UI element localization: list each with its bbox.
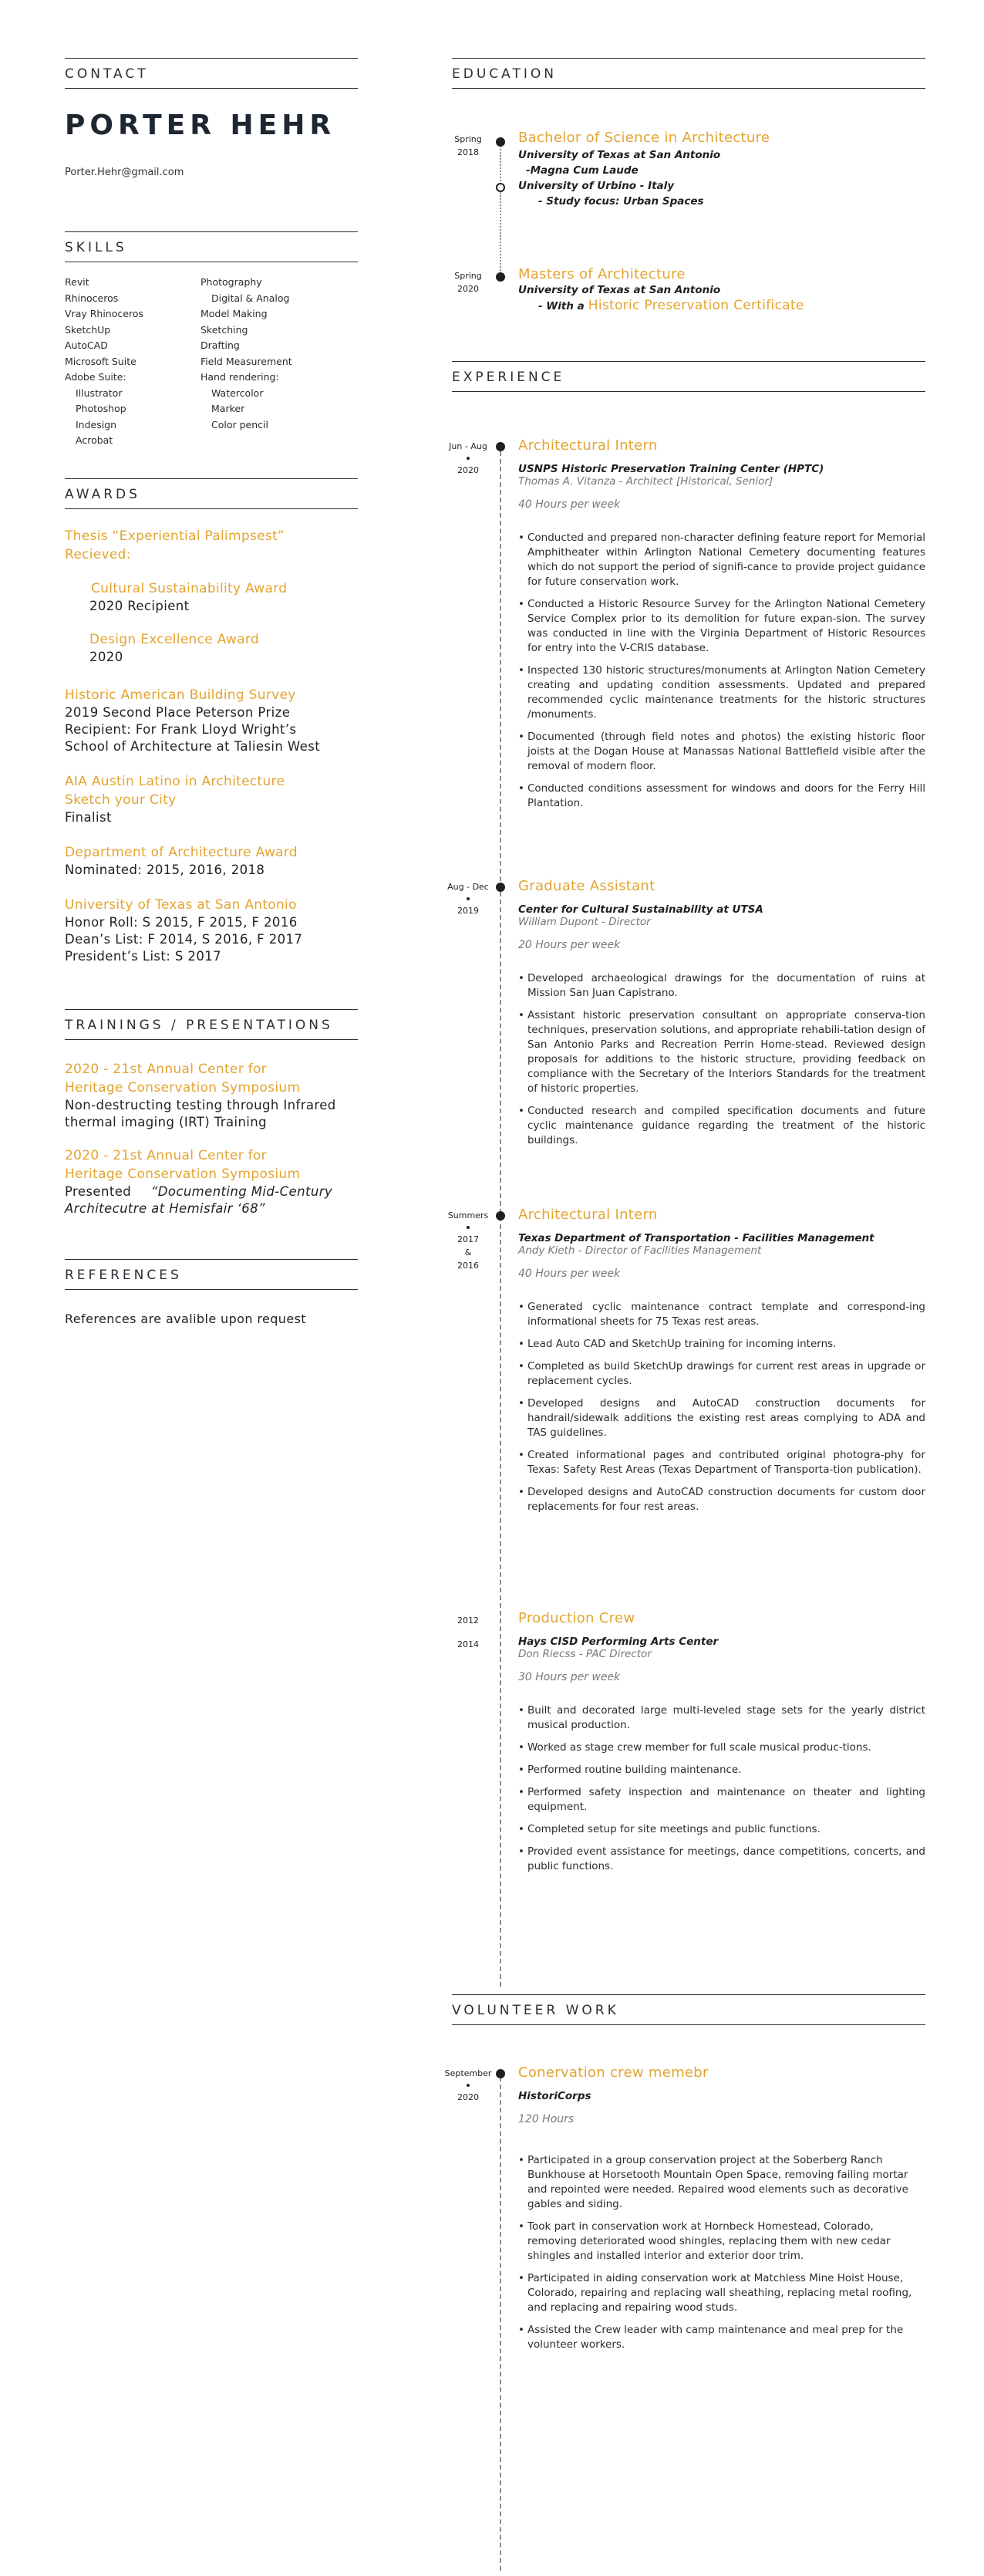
- edu-2-date: Spring 2020: [454, 271, 482, 294]
- job-org: Hays CISD Performing Arts Center: [518, 1636, 719, 1648]
- timeline-dot: [496, 2069, 505, 2078]
- skill-item: Sketching: [201, 323, 248, 336]
- skills-heading: SKILLS: [65, 231, 358, 262]
- edu-1-date: Spring 2018: [454, 134, 482, 157]
- edu-1-focus: - Study focus: Urban Spaces: [538, 195, 704, 208]
- skill-item: Microsoft Suite: [65, 355, 136, 367]
- volunteer-bullet: • Assisted the Crew leader with camp maintenance and meal prep for the volunteer workers.: [518, 2323, 925, 2352]
- volunteer-bullet: • Took part in conservation work at Hornbeck Homestead, Colorado, removing deteriorated wood shingles, replacing them with new cedar shingles and installed interior and exterior door trim.: [518, 2220, 925, 2264]
- education-heading: EDUCATION: [452, 58, 925, 89]
- job-hours: 40 Hours per week: [518, 1268, 621, 1280]
- edu-2-degree: Masters of Architecture: [518, 266, 686, 282]
- references-text: References are avalible upon request: [65, 1312, 306, 1326]
- trainings-heading: TRAININGS / PRESENTATIONS: [65, 1009, 358, 1040]
- job-4: [518, 1610, 925, 1874]
- job-hours: 30 Hours per week: [518, 1671, 621, 1683]
- timeline-dot-open: [496, 183, 505, 192]
- award-habs-line: School of Architecture at Taliesin West: [65, 739, 321, 754]
- training-2-title: 2020 - 21st Annual Center for: [65, 1148, 267, 1163]
- job-title: Production Crew: [518, 1610, 635, 1626]
- volunteer-timeline-line: [500, 2077, 501, 2571]
- job-org: Center for Cultural Sustainability at UTSA: [518, 903, 763, 916]
- job-3: [518, 1207, 925, 1514]
- volunteer-bullet: • Participated in aiding conservation work at Matchless Mine Hoist House, Colorado, repairing and replacing wall sheathing, replacing metal roofing, and replacing and repairing wood studs.: [518, 2271, 925, 2315]
- award-design-sub: 2020: [89, 650, 123, 664]
- skill-item: Rhinoceros: [65, 292, 119, 304]
- job-bullet: • Provided event assistance for meetings, dance competitions, concerts, and public functions.: [518, 1845, 925, 1874]
- experience-heading: EXPERIENCE: [452, 361, 925, 392]
- volunteer-bullet: • Participated in a group conservation project at the Soberberg Ranch Bunkhouse at Horsetooth Mountain Open Space, removing failing mortar and repointed were needed. Repaired wood elements such as decorative gables and siding.: [518, 2153, 925, 2212]
- award-utsa-title: University of Texas at San Antonio: [65, 897, 297, 913]
- job-hours: 20 Hours per week: [518, 939, 621, 951]
- job-title: Graduate Assistant: [518, 878, 655, 894]
- award-thesis-received: Recieved:: [65, 547, 131, 562]
- job-supervisor: Don Riecss - PAC Director: [518, 1648, 652, 1660]
- skill-item: Model Making: [201, 308, 268, 319]
- date-separator-dot: [467, 2084, 470, 2087]
- job-bullets: [518, 971, 925, 1148]
- job-bullet: • Developed designs and AutoCAD construction documents for custom door replacements for four rest areas.: [518, 1485, 925, 1514]
- award-aia-sub: Finalist: [65, 810, 112, 825]
- volunteer-date: September 2020: [444, 2068, 492, 2102]
- job-bullet: • Developed designs and AutoCAD construction documents for handrail/sidewalk additions the existing rest areas complying to ADA and TAS guidelines.: [518, 1396, 925, 1440]
- award-cultural-sub: 2020 Recipient: [89, 599, 190, 613]
- date-separator-dot: [467, 1226, 470, 1229]
- skill-item: Color pencil: [211, 418, 268, 430]
- date-separator-dot: [467, 897, 470, 900]
- trainings-list: [65, 1060, 373, 1217]
- skill-item: Marker: [211, 403, 245, 414]
- edu-2-with: - With a: [538, 300, 585, 312]
- job-bullet: • Worked as stage crew member for full scale musical produc-tions.: [518, 1740, 925, 1755]
- award-cultural-title: Cultural Sustainability Award: [91, 581, 288, 596]
- training-2-title-2: Heritage Conservation Symposium: [65, 1166, 301, 1182]
- timeline-dot: [496, 442, 505, 451]
- timeline-dot: [496, 883, 505, 892]
- volunteer-bullets: [518, 2153, 925, 2352]
- job-supervisor: Thomas A. Vitanza - Architect [Historical, Senior]: [518, 475, 773, 488]
- volunteer-org: HistoriCorps: [518, 2090, 591, 2102]
- skill-item: Indesign: [76, 418, 117, 430]
- award-aia-title: AIA Austin Latino in Architecture: [65, 774, 285, 789]
- awards-heading: AWARDS: [65, 478, 358, 509]
- award-habs-line: Recipient: For Frank Lloyd Wright’s: [65, 722, 297, 737]
- contact-heading: CONTACT: [65, 58, 358, 89]
- award-utsa-line: Honor Roll: S 2015, F 2015, F 2016: [65, 915, 298, 930]
- skill-item: Illustrator: [76, 387, 123, 399]
- job-3-date: Summers 2017 & 2016: [447, 1210, 489, 1271]
- job-bullet: • Conducted and prepared non-character defining feature report for Memorial Amphitheater within Arlington National Cemetery documenting features which do not support the period of signifi-cance to provide project guidance for future conservation work.: [518, 531, 925, 589]
- job-bullet: • Conducted a Historic Resource Survey for the Arlington National Cemetery Service Complex prior to its demolition for future expan-sion. The survey was conducted in line with the Virginia Department of Historic Resources for entry into the V-CRIS database.: [518, 597, 925, 656]
- job-bullet: • Generated cyclic maintenance contract template and correspond-ing informational sheets for 75 Texas rest areas.: [518, 1300, 925, 1329]
- award-utsa-line: President’s List: S 2017: [65, 949, 222, 964]
- skill-item: Digital & Analog: [211, 292, 290, 304]
- skill-item: Photography: [201, 276, 262, 288]
- job-4-date: 2012 2014: [457, 1615, 479, 1649]
- job-bullets: [518, 531, 925, 811]
- skill-item: Revit: [65, 276, 89, 288]
- job-org: Texas Department of Transportation - Facilities Management: [518, 1232, 874, 1244]
- edu-1: [518, 130, 925, 208]
- award-habs-line: 2019 Second Place Peterson Prize: [65, 705, 291, 720]
- edu-1-school: University of Texas at San Antonio: [518, 149, 721, 161]
- edu-2-school: University of Texas at San Antonio: [518, 284, 721, 296]
- person-name: PORTER HEHR: [65, 110, 336, 141]
- timeline-dot: [496, 137, 505, 147]
- skill-item: Hand rendering:: [201, 371, 279, 383]
- volunteer-entry: [518, 2065, 925, 2352]
- edu-1-degree: Bachelor of Science in Architecture: [518, 130, 770, 146]
- volunteer-title: Conervation crew memebr: [518, 2065, 709, 2081]
- education-timeline-line: [500, 142, 501, 277]
- skills-list: [65, 275, 355, 449]
- edu-1-honor: -Magna Cum Laude: [526, 164, 639, 177]
- skill-item: Watercolor: [211, 387, 264, 399]
- award-dept-sub: Nominated: 2015, 2016, 2018: [65, 863, 265, 877]
- skill-item: Vray Rhinoceros: [65, 308, 143, 319]
- job-hours: 40 Hours per week: [518, 498, 621, 511]
- awards-list: [65, 527, 373, 965]
- skill-item: Photoshop: [76, 403, 126, 414]
- award-thesis-title: Thesis “Experiential Palimpsest”: [65, 528, 285, 544]
- award-utsa-line: Dean’s List: F 2014, S 2016, F 2017: [65, 932, 303, 947]
- job-bullet: • Documented (through field notes and photos) the existing historic floor joists at the Dogan House at Manassas National Battlefield visible after the removal of modern floor.: [518, 730, 925, 774]
- job-bullet: • Completed setup for site meetings and public functions.: [518, 1822, 925, 1837]
- award-habs-title: Historic American Building Survey: [65, 687, 296, 703]
- job-2-date: Aug - Dec 2019: [447, 882, 489, 916]
- skill-item: Drafting: [201, 339, 240, 351]
- timeline-dot: [496, 272, 505, 282]
- job-bullets: [518, 1703, 925, 1874]
- training-1-desc-2: thermal imaging (IRT) Training: [65, 1115, 268, 1129]
- job-bullet: • Created informational pages and contributed original photogra-phy for Texas: Safety Rest Areas (Texas Department of Transporta-tion publication).: [518, 1448, 925, 1477]
- training-2-topic: “Documenting Mid-Century: [150, 1184, 333, 1199]
- edu-2-cert: Historic Preservation Certificate: [588, 298, 804, 313]
- job-bullet: • Developed archaeological drawings for the documentation of ruins at Mission San Juan Capistrano.: [518, 971, 925, 1001]
- email-link[interactable]: Porter.Hehr@gmail.com: [65, 167, 184, 178]
- training-1-desc: Non-destructing testing through Infrared: [65, 1098, 336, 1112]
- job-bullet: • Completed as build SketchUp drawings for current rest areas in upgrade or replacement cycles.: [518, 1359, 925, 1389]
- job-bullet: • Performed safety inspection and maintenance on theater and lighting equipment.: [518, 1785, 925, 1815]
- training-1-title-2: Heritage Conservation Symposium: [65, 1080, 301, 1096]
- training-1-title: 2020 - 21st Annual Center for: [65, 1062, 267, 1077]
- training-2-presented: Presented: [65, 1184, 132, 1199]
- job-bullets: [518, 1300, 925, 1514]
- training-2-desc: [65, 1183, 373, 1200]
- skill-item: Adobe Suite:: [65, 371, 126, 383]
- training-2-topic-2: Architecutre at Hemisfair ‘68”: [65, 1201, 265, 1216]
- timeline-dot: [496, 1211, 505, 1220]
- skill-item: AutoCAD: [65, 339, 108, 351]
- job-bullet: • Conducted conditions assessment for windows and doors for the Ferry Hill Plantation.: [518, 782, 925, 811]
- job-bullet: • Inspected 130 historic structures/monuments at Arlington Nation Cemetery creating and updating condition assessments. Updated and prepared recommended cyclic maintenance treatments for the historic structures /monuments.: [518, 663, 925, 722]
- date-separator-dot: [467, 457, 470, 460]
- job-org: USNPS Historic Preservation Training Center (HPTC): [518, 463, 824, 475]
- job-supervisor: William Dupont - Director: [518, 916, 651, 928]
- job-bullet: • Built and decorated large multi-leveled stage sets for the yearly district musical production.: [518, 1703, 925, 1733]
- job-1: [518, 437, 925, 811]
- job-title: Architectural Intern: [518, 437, 658, 454]
- job-bullet: • Assistant historic preservation consultant on appropriate conserva-tion techniques, preservation solutions, and appropriate rehabili-tation design of San Antonio Parks and Recreation Perrin Home-stead. Reviewed design proposals for additions to the historic structure, providing feedback on compliance with the Secretary of the Interiors Standards for the treatment of historic properties.: [518, 1008, 925, 1096]
- job-bullet: • Performed routine building maintenance.: [518, 1763, 925, 1778]
- skills-col-1: [65, 275, 201, 449]
- edu-2: [518, 266, 925, 313]
- job-supervisor: Andy Kieth - Director of Facilities Management: [518, 1244, 762, 1257]
- edu-2-cert-line: [518, 298, 925, 313]
- award-dept-title: Department of Architecture Award: [65, 845, 298, 860]
- references-heading: REFERENCES: [65, 1259, 358, 1290]
- skills-col-2: [201, 275, 355, 449]
- volunteer-heading: VOLUNTEER WORK: [452, 1994, 925, 2025]
- edu-1-school-2: University of Urbino - Italy: [518, 180, 675, 192]
- job-bullet: • Conducted research and compiled specification documents and future cyclic maintenance guidance regarding the treatment of the historic buildings.: [518, 1104, 925, 1148]
- job-2: [518, 878, 925, 1148]
- job-1-date: Jun - Aug 2020: [449, 441, 487, 475]
- skill-item: Field Measurement: [201, 355, 292, 367]
- job-title: Architectural Intern: [518, 1207, 658, 1223]
- skill-item: SketchUp: [65, 323, 111, 336]
- job-bullet: • Lead Auto CAD and SketchUp training for incoming interns.: [518, 1337, 925, 1352]
- award-design-title: Design Excellence Award: [89, 632, 259, 647]
- award-aia-title-2: Sketch your City: [65, 792, 177, 808]
- skill-item: Acrobat: [76, 434, 113, 446]
- volunteer-hours: 120 Hours: [518, 2113, 575, 2125]
